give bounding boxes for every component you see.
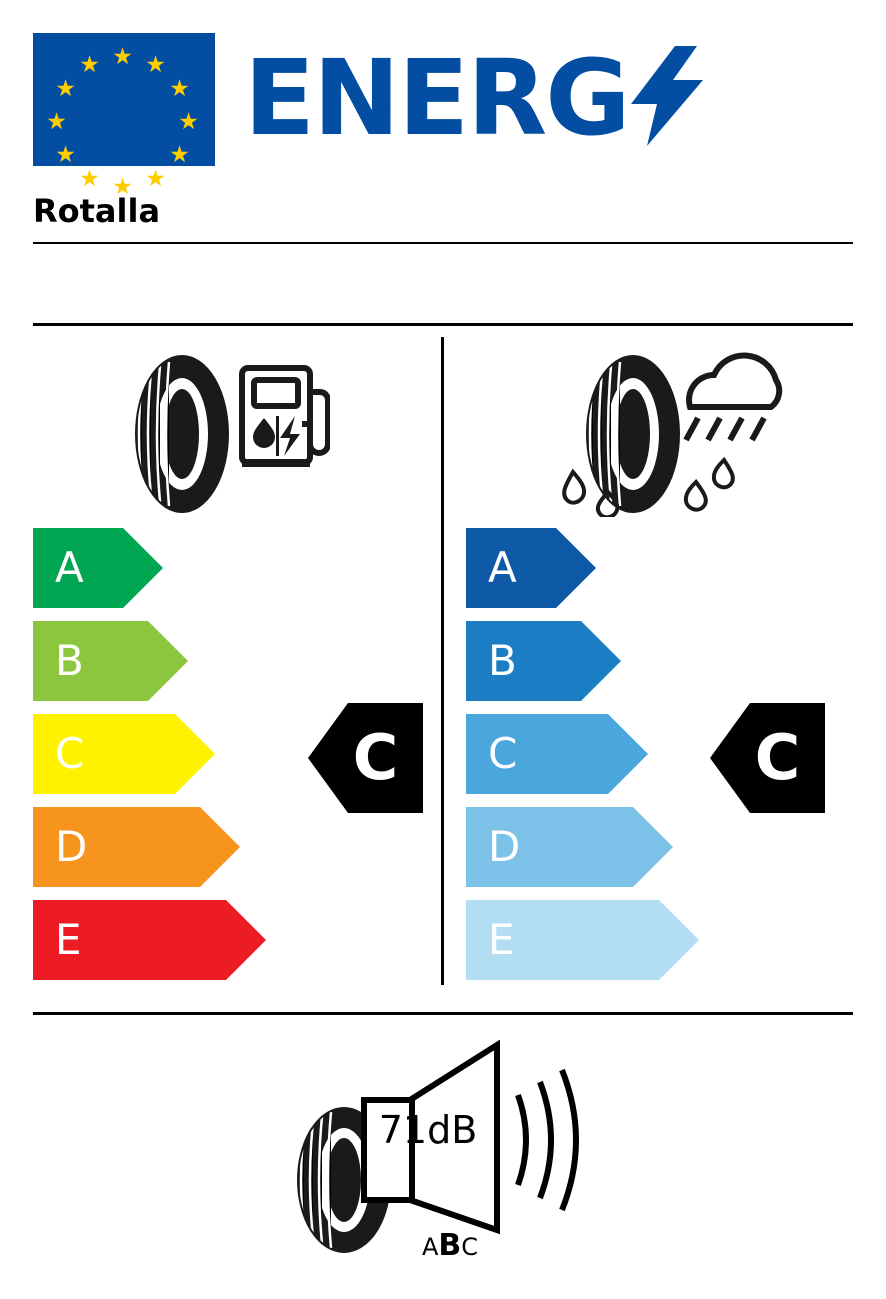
lightning-bolt-icon	[631, 46, 703, 146]
fuel-efficiency-selected-letter: C	[352, 721, 399, 794]
eu-star: ★	[145, 51, 166, 77]
noise-class-c: C	[461, 1233, 479, 1261]
divider-bottom	[33, 1012, 853, 1015]
rain-cloud-icon	[686, 355, 779, 440]
wet-grade-row-b	[466, 621, 621, 701]
eu-star: ★	[112, 43, 133, 69]
divider-brand	[33, 242, 853, 244]
fuel-grade-letter-c: C	[55, 729, 85, 778]
noise-value: 71dB	[378, 1108, 478, 1152]
noise-class-a: A	[421, 1233, 439, 1261]
wet-grade-letter-d: D	[488, 822, 521, 871]
sound-waves-icon	[518, 1070, 576, 1210]
fuel-pump-icon	[242, 368, 328, 463]
eu-star: ★	[79, 51, 100, 77]
divider-vertical	[441, 337, 444, 985]
fuel-grade-row-e	[33, 900, 266, 980]
fuel-grade-row-c	[33, 714, 215, 794]
fuel-grade-letter-b: B	[55, 636, 84, 685]
tyre-icon	[587, 356, 679, 512]
fuel-efficiency-icon-group	[120, 352, 330, 517]
eu-flag	[33, 33, 215, 199]
wet-grade-letter-b: B	[488, 636, 517, 685]
brand-name: Rotalla	[33, 192, 161, 230]
fuel-grade-row-b	[33, 621, 188, 701]
wet-grade-letter-c: C	[488, 729, 518, 778]
wet-grade-letter-e: E	[488, 915, 515, 964]
wet-grade-letter-a: A	[488, 543, 517, 592]
wet-grip-selected-letter: C	[754, 721, 801, 794]
eu-star: ★	[178, 108, 199, 134]
eu-star: ★	[112, 173, 133, 199]
eu-star: ★	[55, 141, 76, 167]
wet-grip-selected-marker	[710, 703, 825, 813]
fuel-grade-bar-a	[33, 528, 163, 608]
wet-grade-row-a	[466, 528, 596, 608]
tyre-icon	[136, 356, 228, 512]
fuel-grade-letter-a: A	[55, 543, 84, 592]
fuel-efficiency-selected-marker	[308, 703, 423, 813]
fuel-grade-row-d	[33, 807, 240, 887]
eu-star: ★	[145, 165, 166, 191]
fuel-grade-letter-e: E	[55, 915, 82, 964]
noise-class-b: B	[438, 1228, 462, 1263]
wet-grade-row-e	[466, 900, 699, 980]
fuel-grade-letter-d: D	[55, 822, 88, 871]
eu-star: ★	[55, 75, 76, 101]
divider-top	[33, 323, 853, 326]
eu-star: ★	[169, 141, 190, 167]
wet-grade-bar-a	[466, 528, 596, 608]
fuel-drop-icon	[253, 416, 300, 456]
energ-wordmark: ENERG	[244, 37, 629, 159]
eu-star: ★	[79, 165, 100, 191]
fuel-grade-row-a	[33, 528, 163, 608]
noise-class-scale	[400, 1228, 500, 1263]
eu-star: ★	[169, 75, 190, 101]
eu-star: ★	[46, 108, 67, 134]
wet-grade-row-c	[466, 714, 648, 794]
wet-grip-icon-group	[528, 352, 793, 517]
wet-grade-row-d	[466, 807, 673, 887]
